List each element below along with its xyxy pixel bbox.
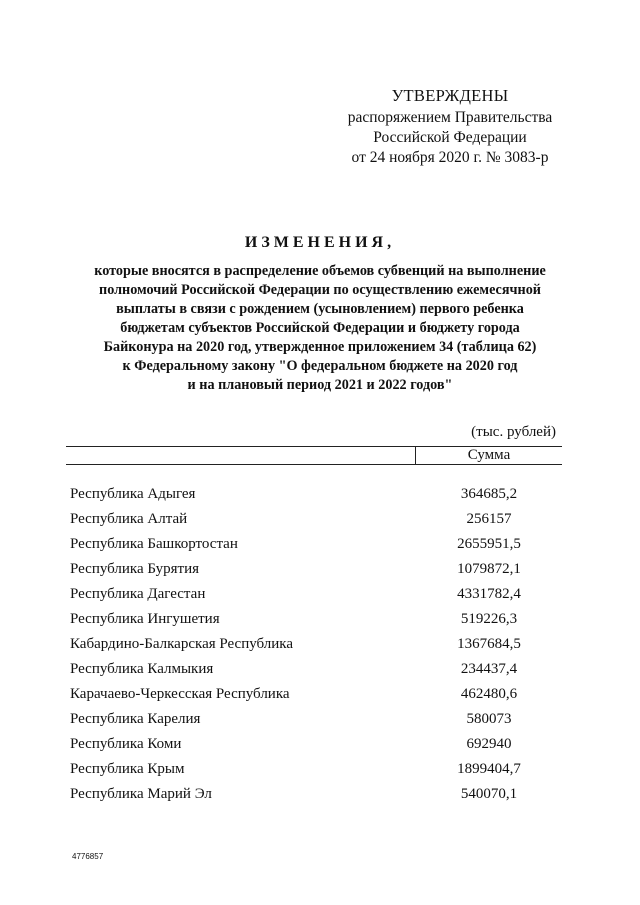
region-amount: 234437,4 [460,661,518,677]
table-row [70,684,562,709]
approval-line-3: от 24 ноября 2020 г. № 3083-р [351,149,549,166]
document-code: 4776857 [72,852,104,861]
subtitle-line: и на плановый период 2021 и 2022 годов" [187,377,453,393]
region-name: Карачаево-Черкесская Республика [70,686,290,702]
subtitle-line: которые вносятся в распределение объемов субвенций на выполнение [94,263,546,279]
table-row [70,584,562,609]
region-amount: 4331782,4 [457,586,521,602]
region-amount: 364685,2 [460,486,518,502]
table-row [70,709,562,734]
region-amount: 692940 [466,736,512,752]
region-name: Республика Крым [70,761,185,777]
approval-line-2: Российской Федерации [373,129,527,146]
subtitle-line: бюджетам субъектов Российской Федерации и бюджету города [120,320,520,336]
region-name: Республика Алтай [70,511,188,527]
region-name: Республика Ингушетия [70,611,220,627]
table-row [70,484,562,509]
approval-heading: УТВЕРЖДЕНЫ [391,86,509,105]
region-name: Республика Калмыкия [70,661,214,677]
region-name: Республика Башкортостан [70,536,238,552]
document-subtitle [55,262,585,395]
approval-block [340,86,560,168]
table-row [70,634,562,659]
region-amount: 540070,1 [460,786,518,802]
region-amount: 1079872,1 [457,561,521,577]
region-amount: 462480,6 [460,686,518,702]
region-name: Республика Адыгея [70,486,196,502]
document-title: ИЗМЕНЕНИЯ, [244,234,396,251]
region-name: Кабардино-Балкарская Республика [70,636,294,652]
table-row [70,509,562,534]
subtitle-line: к Федеральному закону "О федеральном бюджете на 2020 год [122,358,518,374]
table-row [70,609,562,634]
region-amount: 2655951,5 [457,536,521,552]
region-amount: 1367684,5 [457,636,521,652]
table-row [70,659,562,684]
region-name: Республика Марий Эл [70,786,212,802]
units-label: (тыс. рублей) [471,424,556,440]
table-row [70,559,562,584]
region-amount: 580073 [466,711,512,727]
region-name: Республика Карелия [70,711,201,727]
table-row [70,759,562,784]
table-header-rule [66,464,562,465]
region-amount: 256157 [466,511,512,527]
amount-column-header: Сумма [467,447,511,463]
region-name: Республика Коми [70,736,182,752]
subtitle-line: полномочий Российской Федерации по осуществлению ежемесячной [99,282,541,298]
table-row [70,534,562,559]
subtitle-line: выплаты в связи с рождением (усыновлением) первого ребенка [116,301,524,317]
table-body [70,484,562,809]
table-row [70,784,562,809]
region-amount: 519226,3 [460,611,518,627]
region-amount: 1899404,7 [457,761,521,777]
region-name: Республика Бурятия [70,561,200,577]
table-row [70,734,562,759]
approval-line-1: распоряжением Правительства [347,109,553,126]
subtitle-line: Байконура на 2020 год, утвержденное приложением 34 (таблица 62) [103,339,537,355]
region-name: Республика Дагестан [70,586,206,602]
